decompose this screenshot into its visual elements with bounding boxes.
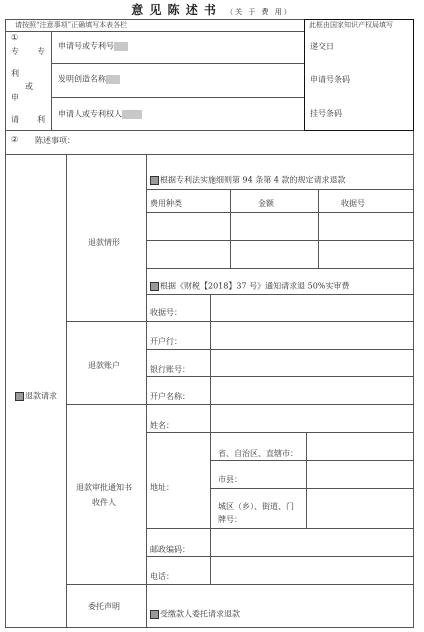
applicant-label: 申请人或专利权人 [58, 110, 142, 119]
tax2018-option[interactable] [150, 282, 349, 291]
submission-date-label: 递交日 [310, 42, 334, 51]
bank-name-label: 开户行： [150, 337, 182, 346]
entrust-checkbox[interactable] [150, 610, 159, 619]
account-name-label: 开户名称： [150, 392, 190, 401]
refund-request-checkbox[interactable] [15, 392, 24, 401]
bank-account-label: 银行账号： [150, 365, 190, 374]
form-subtitle: （关 于 费 用） [226, 8, 293, 16]
invention-name-label: 发明创造名称 [58, 75, 120, 84]
entrust-statement-label: 委托声明 [88, 602, 120, 611]
application-number-label: 申请号或专利号 [58, 42, 128, 51]
section2-number: ② [11, 135, 19, 144]
statement-items-label: 陈述事项： [35, 136, 75, 145]
recipient-label-line1: 退款审批通知书 [76, 483, 132, 492]
street-label-line1: 城区（乡）、街道、门 [218, 502, 294, 511]
recipient-label-line2: 收件人 [92, 498, 116, 507]
amount-header: 金额 [258, 199, 274, 208]
name-label: 姓名： [150, 421, 174, 430]
entrust-option[interactable] [150, 610, 240, 619]
side-char: 或 [25, 82, 33, 91]
form-title: 意 见 陈 述 书 [131, 3, 217, 17]
rule94-option[interactable] [150, 176, 345, 185]
rule94-checkbox[interactable] [150, 176, 159, 185]
registered-barcode-label: 挂号条码 [310, 109, 342, 118]
office-fill-note: 此框由国家知识产权局填写 [309, 21, 393, 29]
side-char: 请 [11, 115, 19, 124]
application-barcode-label: 申请号条码 [310, 75, 350, 84]
receipt-number-label: 收据号： [150, 308, 182, 317]
fee-type-header: 费用种类 [150, 199, 182, 208]
refund-situation-label: 退款情形 [88, 238, 120, 247]
tax2018-checkbox[interactable] [150, 282, 159, 291]
refund-request-label: 退款请求 [25, 391, 57, 401]
refund-account-label: 退款账户 [88, 361, 120, 370]
side-char: 利 [11, 69, 19, 78]
side-char: 专 [11, 47, 19, 56]
rule94-label: 根据专利法实施细则第 94 条第 4 款的规定请求退款 [160, 175, 346, 185]
city-county-label: 市县： [218, 475, 242, 484]
tax2018-label: 根据《财税【2018】37 号》通知请求退 50%实审费 [160, 281, 350, 291]
refund-request-option[interactable] [15, 392, 57, 401]
street-label-line2: 牌号： [218, 515, 242, 524]
receipt-number-header: 收据号 [341, 199, 365, 208]
entrust-option-label: 受缴款人委托请求退款 [160, 609, 240, 619]
side-char: 申 [11, 93, 19, 102]
postcode-label: 邮政编码： [150, 545, 190, 554]
fill-instruction: 请按照“注意事项”正确填写本表各栏 [15, 21, 128, 29]
phone-label: 电话： [150, 572, 174, 581]
side-char: 专 [37, 47, 45, 56]
province-label: 省、自治区、直辖市： [218, 449, 298, 458]
address-label: 地址： [150, 483, 174, 492]
side-char: 利 [37, 115, 45, 124]
section1-number: ① [11, 33, 19, 42]
